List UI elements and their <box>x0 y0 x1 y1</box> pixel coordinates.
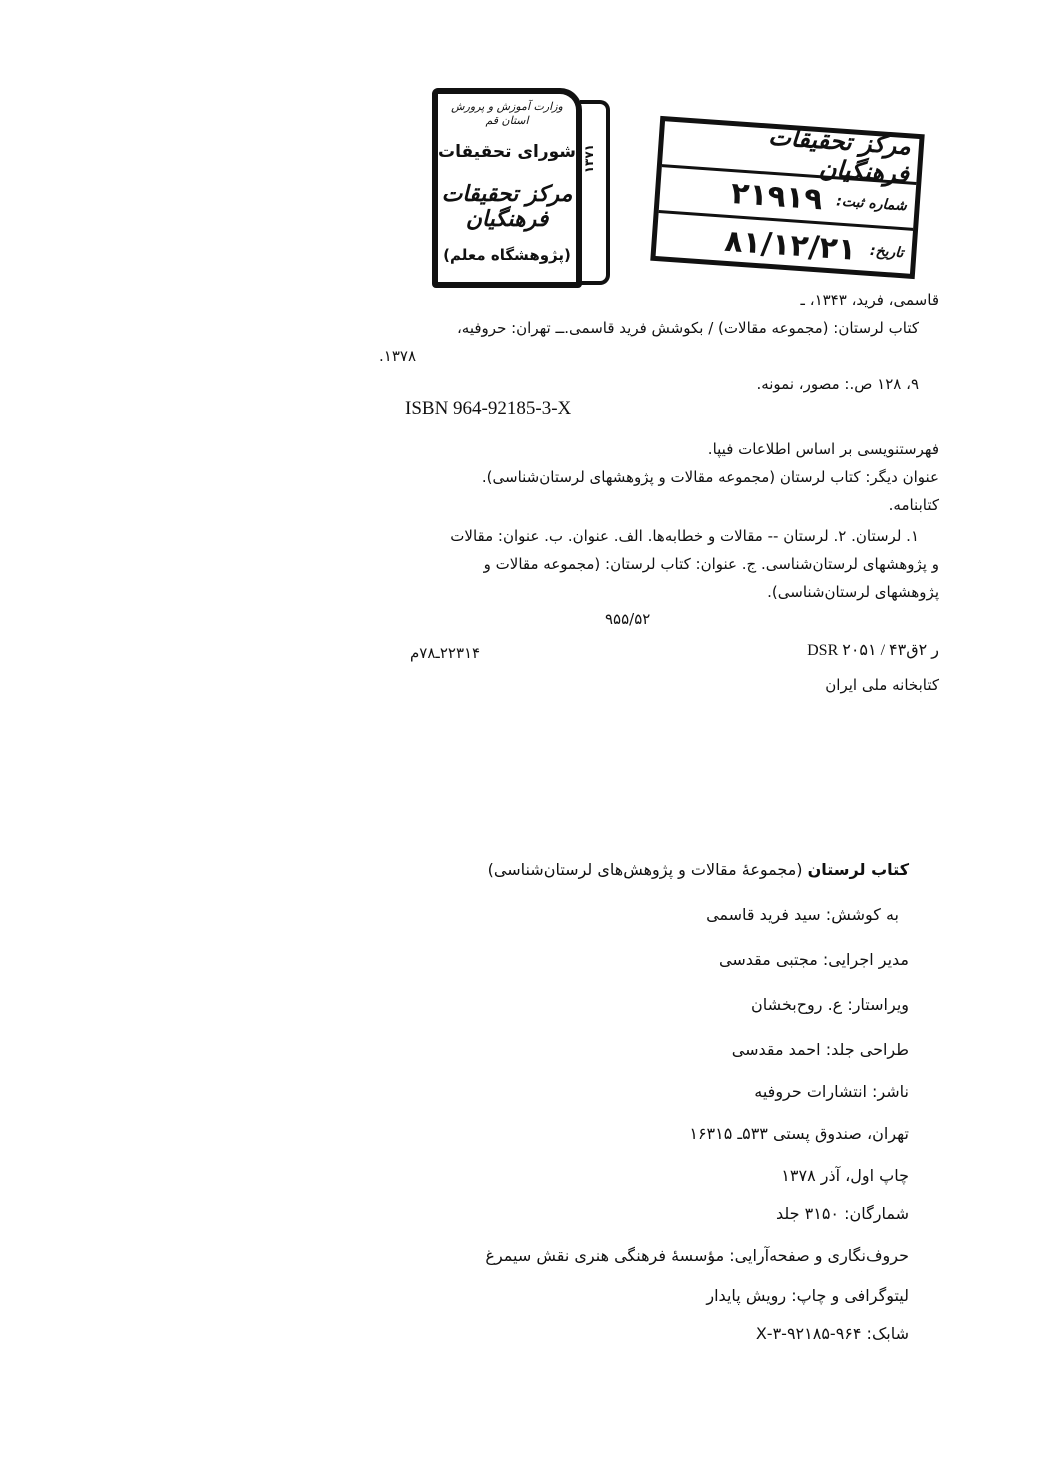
colophon-typesetting: حروف‌نگاری و صفحه‌آرایی: مؤسسهٔ فرهنگی هنری نقش سیمرغ <box>485 1246 909 1265</box>
catalog-dewey-number: ۹۵۵/۵۲ <box>605 610 651 628</box>
colophon-isbn: شابک: ۹۶۴-۹۲۱۸۵-۳-X <box>755 1324 909 1343</box>
catalog-alt-title: عنوان دیگر: کتاب لرستان (مجموعه مقالات و پژوهشهای لرستان‌شناسی). <box>481 468 939 486</box>
colophon-editor: ویراستار: ع. روح‌بخشان <box>751 995 909 1014</box>
colophon-print-run: شمارگان: ۳۱۵۰ جلد <box>775 1204 909 1223</box>
colophon-compiler: به کوشش: سید فرید قاسمی <box>706 905 899 924</box>
stamp-council-text: شورای تحقیقات <box>437 142 576 162</box>
registration-number: ۲۱۹۱۹ <box>729 176 824 218</box>
registration-stamp-title: مرکز تحقیقات فرهنگیان <box>767 122 912 188</box>
institute-stamp-left <box>432 88 582 288</box>
catalog-isbn: ISBN 964-92185-3-X <box>405 398 572 419</box>
catalog-lc-classification: DSR ۲۰۵۱ / ۴۳ر ۲ق <box>807 642 939 659</box>
catalog-subjects-line-1: ۱. لرستان. ۲. لرستان -- مقالات و خطابه‌ها. الف. عنوان. ب. عنوان: مقالات <box>450 527 919 545</box>
catalog-year: .۱۳۷۸ <box>379 347 416 365</box>
catalog-library-number: ۲۲۳۱۴ـ۷۸م <box>410 644 481 662</box>
catalog-title-line: کتاب لرستان: (مجموعه مقالات) / بکوشش فرید قاسمی.ــ تهران: حروفیه، <box>456 319 919 337</box>
book-title <box>209 860 909 879</box>
colophon-executive-manager: مدیر اجرایی: مجتبی مقدسی <box>719 950 909 969</box>
colophon-address: تهران، صندوق پستی ۵۳۳ـ ۱۶۳۱۵ <box>689 1124 909 1143</box>
colophon-edition: چاپ اول، آذر ۱۳۷۸ <box>781 1166 909 1185</box>
catalog-subjects-line-2: و پژوهشهای لرستان‌شناسی. ج. عنوان: کتاب لرستان: (مجموعه مقالات و <box>483 555 939 573</box>
stamp-institute-text: (پژوهشگاه معلم) <box>443 246 571 264</box>
stamp-ministry-text: وزارت آموزش و پرورش استان قم <box>451 100 563 127</box>
registration-stamp <box>650 116 924 279</box>
catalog-subjects-line-3: پژوهشهای لرستان‌شناسی). <box>767 583 939 601</box>
catalog-library-name: کتابخانه ملی ایران <box>825 676 939 694</box>
registration-date-label: تاریخ: <box>869 242 904 262</box>
book-title-subtitle: (مجموعهٔ مقالات و پژوهش‌های لرستان‌شناسی) <box>487 860 808 879</box>
colophon-publisher: ناشر: انتشارات حروفیه <box>754 1082 909 1101</box>
catalog-fipa-note: فهرستنویسی بر اساس اطلاعات فیپا. <box>707 440 939 458</box>
catalog-physical-description: ۹، ۱۲۸ ص.: مصور، نمونه. <box>756 375 919 393</box>
registration-date: ۸۱/۱۲/۲۱ <box>723 223 858 268</box>
colophon-cover-designer: طراحی جلد: احمد مقدسی <box>731 1040 909 1059</box>
registration-number-label: شماره ثبت: <box>835 192 908 214</box>
catalog-author: قاسمی، فرید، ۱۳۴۳، ـ <box>800 291 939 309</box>
stamp-spine-year: ۱۳۷۱ <box>582 144 596 174</box>
stamp-center-text: مرکز تحقیقات فرهنگیان <box>441 182 573 232</box>
colophon-printing: لیتوگرافی و چاپ: رویش پایدار <box>706 1286 909 1305</box>
book-title-main: کتاب لرستان <box>807 860 909 879</box>
stamp-book-spine <box>580 100 610 285</box>
catalog-bibliography: کتابنامه. <box>888 496 939 514</box>
